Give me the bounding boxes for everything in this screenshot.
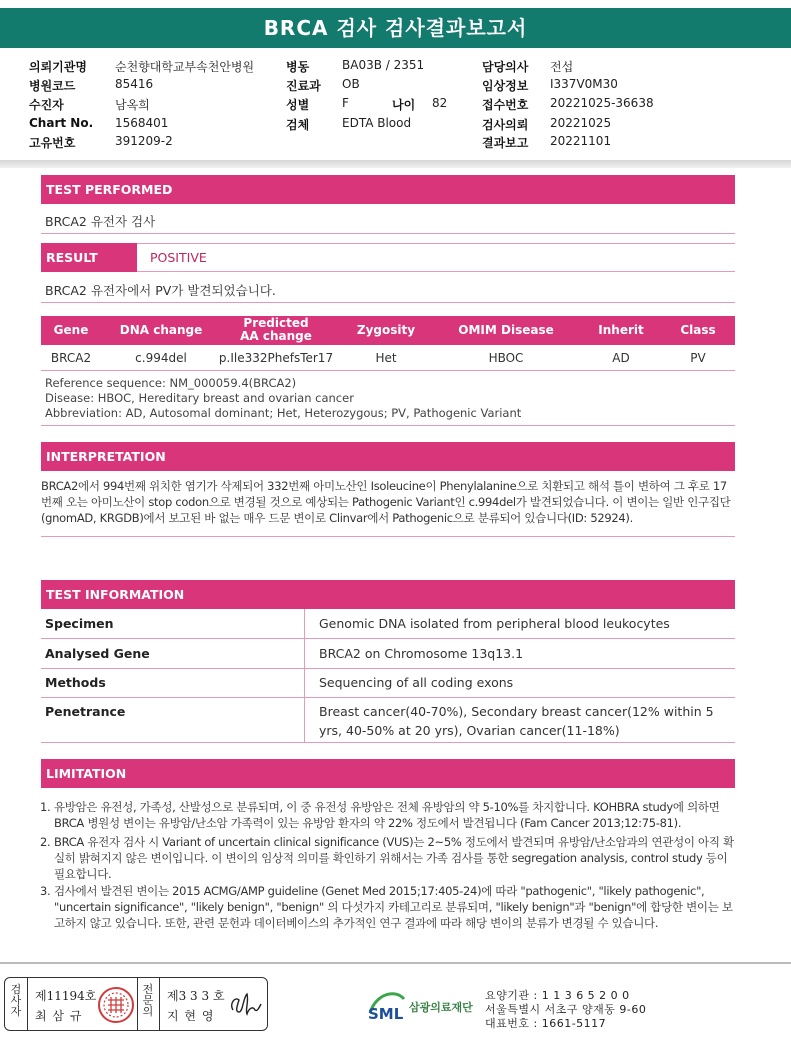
- table-row: [41, 609, 735, 639]
- table-row: [41, 639, 735, 669]
- header-divider: [0, 160, 791, 168]
- signature-box: [4, 977, 268, 1031]
- limitation-text-3: 검사에서 발견된 변이는 2015 ACMG/AMP guideline (Genet Med 2015;17:405-24)에 따라 "pathogenic", "likely pathogenic", "uncertain significance", "likely benign", "benign" 의 다섯가지 카테고리로 분류되며, "likely benign"과 "benign"에 합당한 변이는 보고하지 않고 있습니다. 또한, 관련 문헌과 데이터베이스의 추가적인 연구 결과에 따라 해당 변이의 분류가 변경될 수 있습니다.: [54, 884, 733, 930]
- table-row: [41, 669, 735, 698]
- label-department: 진료과: [286, 79, 321, 93]
- section-result-heading: RESULT: [41, 243, 137, 272]
- value-sex: F: [342, 96, 349, 110]
- org-phone: 대표번호 : 1661-5117: [485, 1017, 607, 1030]
- result-status: POSITIVE: [137, 243, 735, 272]
- value-patient: 남옥희: [115, 98, 150, 112]
- seal-stamp-icon: [97, 986, 135, 1024]
- col-header-predicted: Predicted: [243, 316, 309, 330]
- col-header-aa-change: AA change: [240, 329, 312, 343]
- label-doctor: 담당의사: [482, 60, 529, 74]
- column-divider: [304, 609, 305, 638]
- column-divider: [304, 698, 305, 742]
- info-key-analysed-gene: Analysed Gene: [45, 646, 150, 661]
- info-value-methods: Sequencing of all coding exons: [319, 675, 514, 690]
- label-unique-no: 고유번호: [29, 136, 76, 150]
- label-request-date: 검사의뢰: [482, 118, 529, 132]
- section-test-information-heading: TEST INFORMATION: [41, 580, 735, 609]
- info-value-analysed-gene: BRCA2 on Chromosome 13q13.1: [319, 646, 524, 661]
- signature-icon: [227, 990, 263, 1020]
- list-item: [40, 883, 740, 931]
- label-age: 나이: [392, 98, 416, 112]
- value-specimen: EDTA Blood: [342, 116, 412, 130]
- specialist-license-no: 제3 3 3 호: [167, 989, 225, 1003]
- cell-dna-change: c.994del: [135, 351, 187, 365]
- value-chart-no: 1568401: [115, 116, 169, 130]
- specialist-name: 지 현 영: [167, 1009, 215, 1023]
- list-item: [40, 799, 740, 833]
- interpretation-text: BRCA2에서 994번째 위치한 염기가 삭제되어 332번째 아미노산인 Isoleucine이 Phenylalanine으로 치환되고 해석 틀이 변하여 그 후로 17번째 오는 아미노산이 stop codon으로 변경될 것으로 예상되는 Pathogenic Variant인 c.994del가 발견되었습니다. 이 변이는 일반 인구집단(gnomAD, KRGDB)에서 보고된 바 없는 매우 드문 변이로 Clinvar에서 Pathogenic으로 분류되어 있습니다(ID: 52924).: [41, 479, 731, 525]
- result-summary: BRCA2 유전자에서 PV가 발견되었습니다.: [45, 283, 276, 298]
- info-key-specimen: Specimen: [45, 616, 114, 631]
- section-limitation-heading: LIMITATION: [41, 759, 735, 788]
- col-header-omim-disease: OMIM Disease: [458, 323, 554, 337]
- org-address: 서울특별시 서초구 양재동 9-60: [485, 1003, 647, 1016]
- reference-sequence-note: Reference sequence: NM_000059.4(BRCA2): [45, 376, 297, 390]
- disease-note: Disease: HBOC, Hereditary breast and ovarian cancer: [45, 391, 354, 405]
- list-number: 3.: [40, 884, 51, 898]
- divider: [27, 978, 28, 1030]
- divider: [41, 302, 735, 303]
- sml-logo-icon: [366, 985, 406, 1025]
- section-test-performed-heading: TEST PERFORMED: [41, 175, 735, 204]
- info-value-penetrance: Breast cancer(40-70%), Secondary breast cancer(12% within 5 yrs, 40-50% at 20 yrs), Ovarian cancer(11-18%): [319, 704, 714, 738]
- col-header-inherit: Inherit: [598, 323, 644, 337]
- label-clinical-info: 임상정보: [482, 79, 529, 93]
- label-requesting-institution: 의뢰기관명: [29, 60, 87, 74]
- label-sex: 성별: [286, 98, 310, 112]
- patient-info-header: [0, 54, 791, 162]
- label-accession-no: 접수번호: [482, 98, 529, 112]
- variant-table-header: [41, 316, 735, 345]
- info-key-methods: Methods: [45, 675, 106, 690]
- value-clinical-info: I337V0M30: [550, 77, 618, 91]
- value-department: OB: [342, 77, 360, 91]
- info-value-specimen: Genomic DNA isolated from peripheral blood leukocytes: [319, 616, 670, 631]
- col-header-gene: Gene: [53, 323, 89, 337]
- list-item: [40, 834, 740, 882]
- value-doctor: 전섭: [550, 60, 574, 74]
- table-row: [41, 345, 735, 371]
- divider: [137, 978, 138, 1030]
- list-number: 1.: [40, 800, 51, 814]
- value-age: 82: [432, 96, 448, 110]
- table-row: [41, 698, 735, 743]
- cell-aa-change: p.Ile332PhefsTer17: [218, 351, 334, 365]
- org-name: 삼광의료재단: [409, 1001, 473, 1014]
- sml-logo-text: SML: [368, 1005, 404, 1023]
- divider: [41, 536, 735, 537]
- section-interpretation-heading: INTERPRETATION: [41, 442, 735, 471]
- abbreviation-note: Abbreviation: AD, Autosomal dominant; Het, Heterozygous; PV, Pathogenic Variant: [45, 406, 522, 420]
- value-ward: BA03B / 2351: [342, 58, 425, 72]
- specialist-label: 전문의: [142, 983, 154, 1018]
- col-header-predicted-aa-change: [216, 317, 336, 343]
- list-number: 2.: [40, 835, 51, 849]
- examiner-license-no: 제11194호: [35, 989, 97, 1003]
- footer-divider: [0, 962, 791, 964]
- info-key-penetrance: Penetrance: [45, 704, 126, 719]
- label-chart-no: Chart No.: [29, 116, 94, 130]
- value-requesting-institution: 순천향대학교부속천안병원: [115, 60, 255, 74]
- divider: [41, 233, 735, 234]
- label-patient: 수진자: [29, 98, 64, 112]
- label-specimen: 검체: [286, 118, 310, 132]
- label-report-date: 결과보고: [482, 136, 529, 150]
- column-divider: [304, 639, 305, 668]
- value-unique-no: 391209-2: [115, 134, 173, 148]
- limitation-text-1: 유방암은 유전성, 가족성, 산발성으로 분류되며, 이 중 유전성 유방암은 전체 유방암의 약 5-10%를 차지합니다. KOHBRA study에 의하면 BRCA 병원성 변이는 유방암/난소암 가족력이 있는 유방암 환자의 약 22% 정도에서 발견됩니다 (Fam Cancer 2013;12:75-81).: [54, 800, 720, 830]
- examiner-label: 검사자: [10, 983, 22, 1018]
- cell-inherit: AD: [612, 351, 630, 365]
- value-hospital-code: 85416: [115, 77, 154, 91]
- label-hospital-code: 병원코드: [29, 79, 76, 93]
- value-report-date: 20221101: [550, 134, 612, 148]
- cell-zygosity: Het: [375, 351, 397, 365]
- column-divider: [304, 669, 305, 697]
- divider: [159, 978, 160, 1030]
- col-header-zygosity: Zygosity: [356, 323, 416, 337]
- col-header-class: Class: [680, 323, 716, 337]
- divider: [41, 425, 735, 426]
- cell-class: PV: [690, 351, 706, 365]
- cell-gene: BRCA2: [50, 351, 92, 365]
- report-title: BRCA 검사 검사결과보고서: [0, 8, 791, 48]
- label-ward: 병동: [286, 60, 310, 74]
- cell-omim-disease: HBOC: [488, 351, 524, 365]
- test-performed-text: BRCA2 유전자 검사: [45, 214, 156, 229]
- institution-code: 요양기관 : 1 1 3 6 5 2 0 0: [485, 989, 630, 1002]
- value-request-date: 20221025: [550, 116, 612, 130]
- col-header-dna-change: DNA change: [119, 323, 203, 337]
- examiner-name: 최 삼 규: [35, 1009, 83, 1023]
- value-accession-no: 20221025-36638: [550, 96, 654, 110]
- limitation-text-2: BRCA 유전자 검사 시 Variant of uncertain clinical significance (VUS)는 2~5% 정도에서 발견되며 유방암/난소암과의 연관성이 아직 확실히 밝혀지지 않은 변이입니다. 이 변이의 임상적 의미를 확인하기 위해서는 가족 검사를 통한 segregation analysis, control study 등이 필요합니다.: [54, 835, 734, 881]
